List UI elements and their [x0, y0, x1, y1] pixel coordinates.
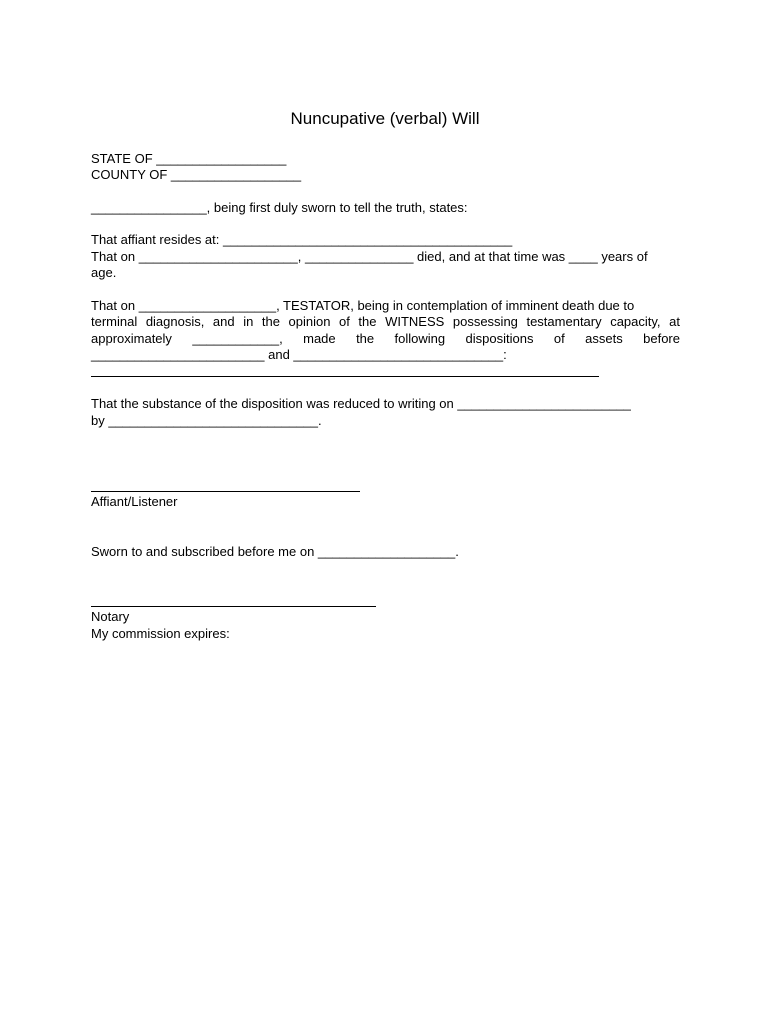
word: approximately: [91, 331, 172, 346]
affiant-listener-label: Affiant/Listener: [91, 494, 178, 509]
word: capacity,: [610, 314, 661, 329]
sworn-line: Sworn to and subscribed before me on ___________________.: [91, 544, 459, 559]
word: at: [669, 314, 680, 329]
word: diagnosis,: [145, 314, 205, 329]
substance-line-2: by _____________________________.: [91, 413, 322, 428]
word: the: [261, 314, 280, 329]
word: before: [643, 331, 680, 346]
document-title: Nuncupative (verbal) Will: [290, 109, 480, 128]
affiant-intro: ________________, being first duly sworn to tell the truth, states:: [91, 200, 468, 215]
word: following: [394, 331, 446, 346]
testator-line-2: [91, 314, 680, 330]
word: of: [553, 331, 565, 346]
word: assets: [585, 331, 623, 346]
testator-line-1: That on ___________________, TESTATOR, being in contemplation of imminent death due to: [91, 298, 635, 313]
word: terminal: [91, 314, 138, 329]
testator-line-3: [91, 331, 680, 347]
word: dispositions: [465, 331, 534, 346]
notary-label: Notary: [91, 609, 130, 624]
residence-line: That affiant resides at: ________________________________________: [91, 232, 513, 247]
disposition-blank-line: [91, 376, 599, 377]
word: testamentary: [526, 314, 602, 329]
word: in: [243, 314, 254, 329]
word: made: [303, 331, 336, 346]
affiant-signature-line: [91, 491, 360, 492]
word: the: [358, 314, 377, 329]
word: of: [339, 314, 350, 329]
testator-line-4: ________________________ and _____________________________:: [91, 347, 507, 362]
word: ____________,: [192, 331, 283, 346]
died-line: That on ______________________, _______________ died, and at that time was ____ years of: [91, 249, 648, 264]
age-line: age.: [91, 265, 117, 280]
word: opinion: [288, 314, 331, 329]
notary-signature-line: [91, 606, 376, 607]
word: WITNESS: [385, 314, 445, 329]
commission-expires-label: My commission expires:: [91, 626, 230, 641]
word: possessing: [452, 314, 518, 329]
county-of-line: COUNTY OF __________________: [91, 167, 302, 182]
substance-line-1: That the substance of the disposition was reduced to writing on ________________________: [91, 396, 631, 411]
word: the: [356, 331, 375, 346]
state-of-line: STATE OF __________________: [91, 151, 287, 166]
word: and: [212, 314, 235, 329]
